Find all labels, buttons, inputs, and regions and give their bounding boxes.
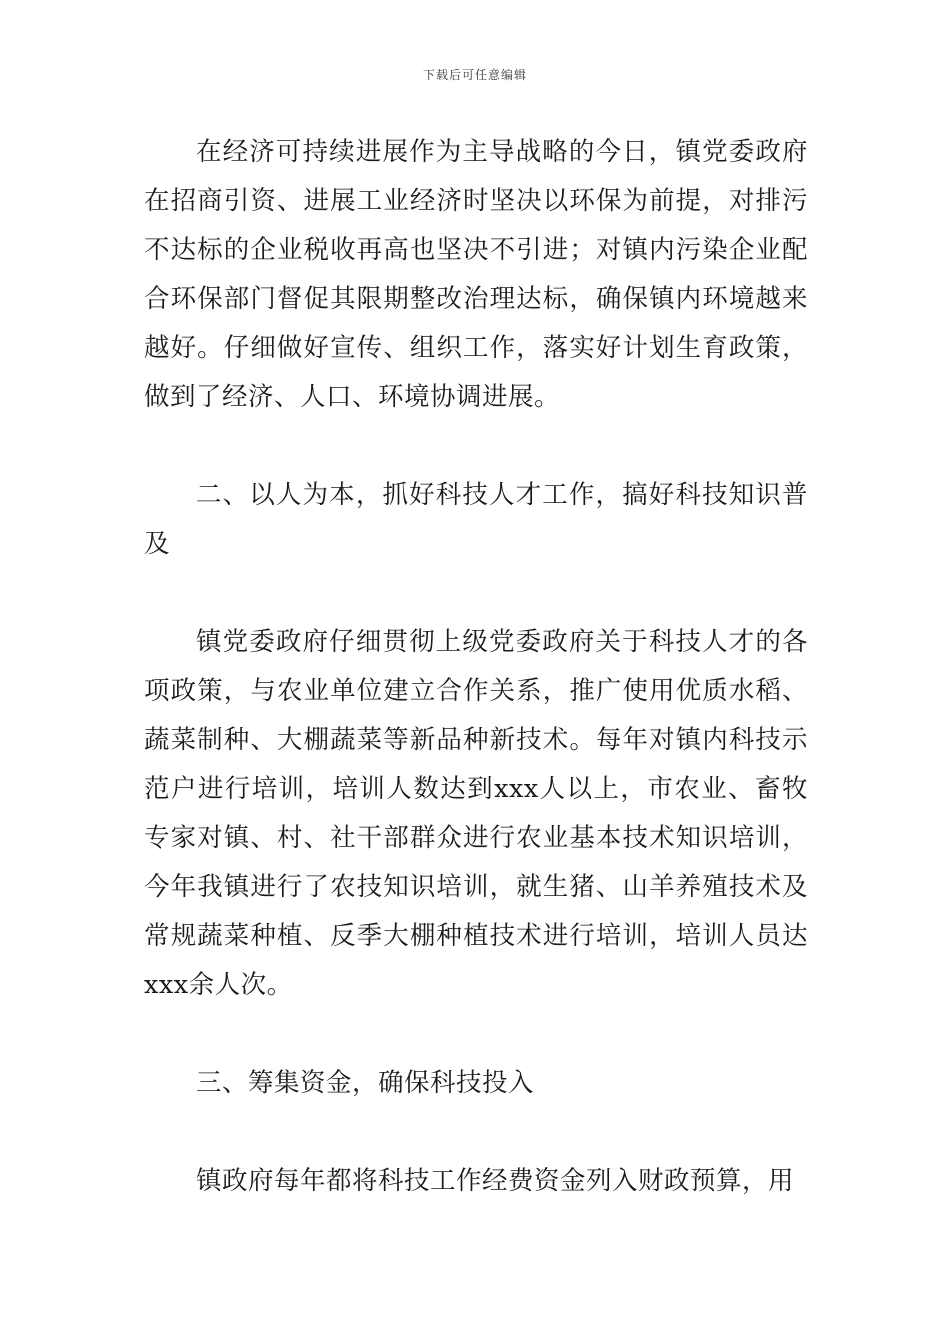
document-body	[144, 128, 808, 1206]
section-heading-funding: 三、筹集资金，确保科技投入	[196, 1068, 535, 1098]
section-heading-talent: 二、以人为本，抓好科技人才工作，搞好科技知识普及	[144, 480, 808, 559]
paragraph-talent: 镇党委政府仔细贯彻上级党委政府关于科技人才的各项政策，与农业单位建立合作关系，推广使用优质水稻、蔬菜制种、大棚蔬菜等新品种新技术。每年对镇内科技示范户进行培训，培训人数达到xxx人以上，市农业、畜牧专家对镇、村、社干部群众进行农业基本技术知识培训，今年我镇进行了农技知识培训，就生猪、山羊养殖技术及常规蔬菜种植、反季大棚种植技术进行培训，培训人员达xxx余人次。	[144, 627, 808, 1000]
paragraph-environment: 在经济可持续进展作为主导战略的今日，镇党委政府在招商引资、进展工业经济时坚决以环保为前提，对排污不达标的企业税收再高也坚决不引进；对镇内污染企业配合环保部门督促其限期整改治理达标，确保镇内环境越来越好。仔细做好宣传、组织工作，落实好计划生育政策，做到了经济、人口、环境协调进展。	[144, 137, 808, 412]
paragraph-funding: 镇政府每年都将科技工作经费资金列入财政预算，用	[196, 1166, 795, 1196]
header-note: 下载后可任意编辑	[422, 68, 527, 82]
